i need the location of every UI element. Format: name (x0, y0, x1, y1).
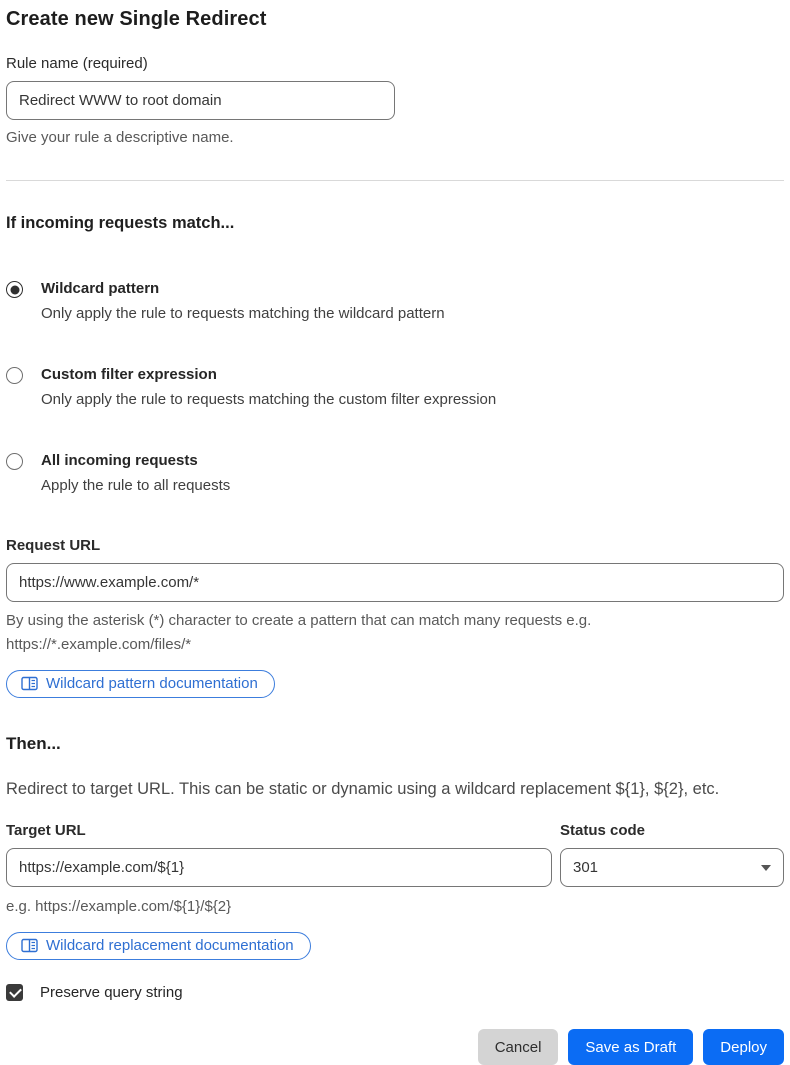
radio-texts (41, 279, 784, 324)
radio-description: Apply the rule to all requests (41, 477, 231, 494)
status-code-column (560, 822, 784, 919)
radio-button-all-requests[interactable] (6, 453, 23, 470)
radio-description: Only apply the rule to requests matching the custom filter expression (41, 391, 497, 408)
target-url-input[interactable] (6, 848, 552, 887)
wildcard-pattern-docs-button[interactable] (6, 670, 275, 698)
page-title: Create new Single Redirect (6, 8, 267, 30)
target-row (6, 822, 784, 919)
match-type-radio-group (6, 279, 784, 496)
status-code-value: 301 (573, 859, 599, 876)
request-url-help-line2: https://*.example.com/files/* (6, 636, 192, 653)
radio-texts (41, 365, 784, 410)
section-divider (6, 180, 784, 181)
rule-name-label: Rule name (required) (6, 55, 148, 72)
radio-button-wildcard-pattern[interactable] (6, 281, 23, 298)
then-section-heading: Then... (6, 734, 61, 753)
radio-option-custom-filter[interactable] (6, 365, 784, 410)
open-book-icon (21, 938, 38, 953)
request-url-label: Request URL (6, 537, 101, 554)
preserve-query-label: Preserve query string (40, 984, 183, 1001)
target-url-label: Target URL (6, 822, 86, 839)
request-url-help (6, 609, 784, 657)
cancel-button[interactable]: Cancel (478, 1029, 559, 1065)
request-url-input[interactable] (6, 563, 784, 602)
preserve-query-checkbox[interactable] (6, 984, 23, 1001)
rule-name-help: Give your rule a descriptive name. (6, 129, 234, 146)
radio-label: All incoming requests (41, 452, 198, 469)
radio-button-custom-filter[interactable] (6, 367, 23, 384)
status-code-label: Status code (560, 822, 646, 839)
target-url-column (6, 822, 552, 919)
doc-button-label: Wildcard pattern documentation (46, 675, 258, 692)
doc-button-label: Wildcard replacement documentation (46, 937, 294, 954)
radio-label: Custom filter expression (41, 366, 217, 383)
radio-option-wildcard-pattern[interactable] (6, 279, 784, 324)
chevron-down-icon (761, 865, 771, 871)
radio-option-all-requests[interactable] (6, 451, 784, 496)
then-section-description: Redirect to target URL. This can be static or dynamic using a wildcard replacement ${1}, ${2}, etc. (6, 780, 720, 798)
status-code-select[interactable] (560, 848, 784, 887)
wildcard-replacement-docs-button[interactable] (6, 932, 311, 960)
preserve-query-row[interactable] (6, 984, 784, 1001)
radio-label: Wildcard pattern (41, 280, 160, 297)
open-book-icon (21, 676, 38, 691)
footer-actions (6, 1029, 784, 1065)
radio-description: Only apply the rule to requests matching the wildcard pattern (41, 305, 445, 322)
save-as-draft-button[interactable]: Save as Draft (568, 1029, 693, 1065)
target-url-help: e.g. https://example.com/${1}/${2} (6, 898, 232, 915)
deploy-button[interactable]: Deploy (703, 1029, 784, 1065)
match-section-heading: If incoming requests match... (6, 214, 235, 232)
request-url-help-line1: By using the asterisk (*) character to create a pattern that can match many requests e.g. (6, 612, 592, 629)
radio-texts (41, 451, 784, 496)
rule-name-input[interactable] (6, 81, 395, 120)
